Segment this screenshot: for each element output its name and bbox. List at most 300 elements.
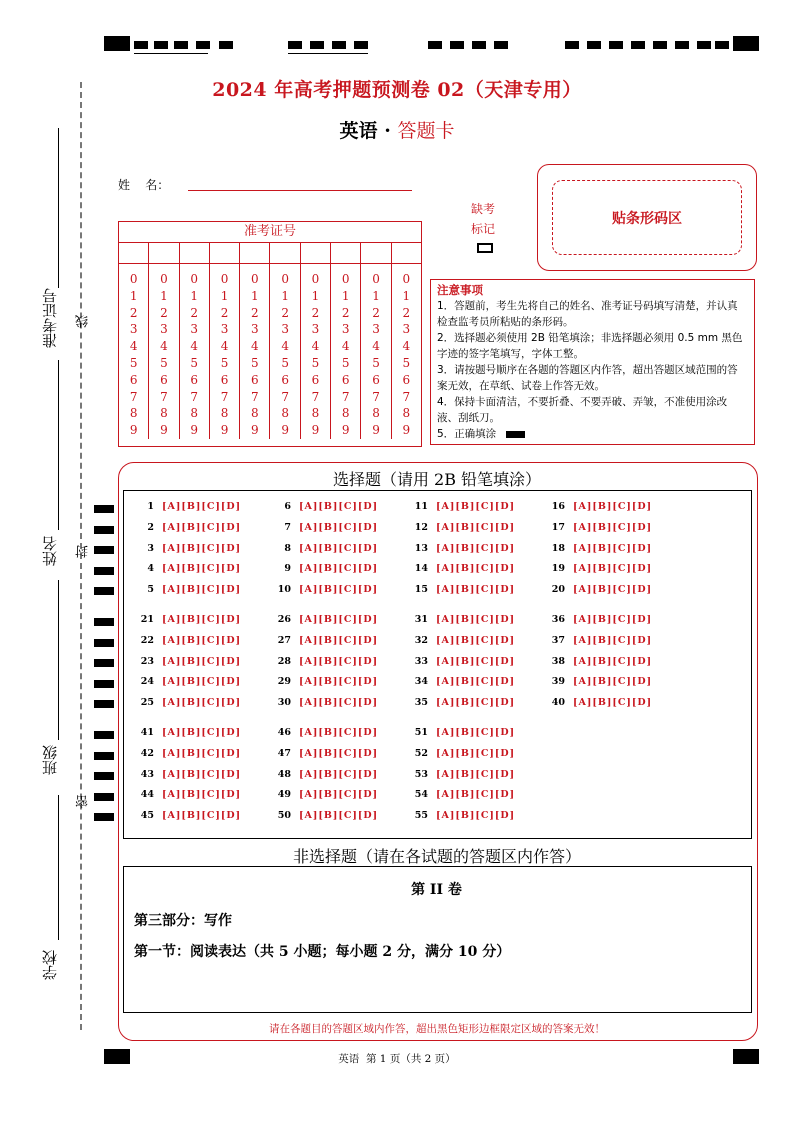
exam-number-digit[interactable]: 4 [251, 339, 259, 354]
answer-options[interactable]: [A][B][C][D] [573, 614, 653, 625]
question-number: 32 [414, 634, 428, 646]
question-number: 38 [551, 655, 565, 667]
answer-options[interactable]: [A][B][C][D] [299, 676, 379, 688]
answer-options[interactable]: [A][B][C][D] [299, 747, 379, 759]
exam-number-digit[interactable]: 2 [251, 305, 259, 320]
note-item: 1．答题前，考生先将自己的姓名、准考证号码填写清楚，并认真检查监考员所粘贴的条形码。 [437, 300, 738, 328]
question-32[interactable] [408, 635, 515, 646]
question-number: 33 [414, 655, 428, 667]
answer-options[interactable]: [A][B][C][D] [436, 789, 516, 801]
answer-options[interactable]: [A][B][C][D] [436, 614, 516, 625]
exam-number-digit[interactable]: 8 [190, 406, 199, 421]
question-number: 39 [551, 676, 565, 688]
question-46[interactable] [271, 727, 378, 738]
answer-options[interactable]: [A][B][C][D] [299, 542, 379, 554]
exam-number-digit[interactable]: 7 [372, 389, 380, 404]
note-item-fill-example [437, 426, 748, 442]
exam-number-digit[interactable]: 5 [129, 355, 138, 370]
exam-number-digit[interactable]: 9 [190, 423, 199, 438]
question-number: 10 [277, 584, 291, 596]
question-35[interactable] [408, 697, 515, 708]
exam-number-digit[interactable]: 3 [160, 322, 168, 337]
exam-number-digit[interactable]: 4 [160, 339, 168, 354]
exam-number-digit[interactable]: 9 [311, 423, 320, 438]
exam-number-digit[interactable]: 2 [190, 305, 199, 320]
question-number: 40 [551, 697, 565, 709]
exam-number-digit[interactable]: 6 [341, 372, 350, 387]
question-number: 16 [551, 501, 565, 512]
notes-title: 注意事项 [437, 283, 483, 297]
exam-number-digit[interactable]: 3 [220, 322, 229, 337]
exam-number-digit[interactable]: 7 [311, 389, 320, 404]
question-number: 35 [414, 697, 428, 709]
exam-number-digit[interactable]: 5 [402, 355, 411, 370]
answer-options[interactable]: [A][B][C][D] [573, 676, 653, 688]
exam-number-digit[interactable]: 1 [160, 288, 168, 303]
section1-reading-label: 第一节：阅读表达（共 5 小题；每小题 2 分，满分 10 分） [134, 944, 511, 960]
question-number: 45 [140, 810, 154, 822]
side-name-label: 姓名 [41, 536, 59, 566]
exam-number-digit[interactable]: 4 [341, 339, 350, 354]
school-line-side [58, 795, 59, 940]
exam-number-digits[interactable] [119, 264, 421, 439]
note-item: 4．保持卡面清洁，不要折叠、不要弄破、弄皱，不准使用涂改液、刮纸刀。 [437, 396, 728, 424]
answer-options[interactable]: [A][B][C][D] [573, 521, 653, 533]
exam-number-digit[interactable]: 4 [129, 339, 138, 354]
answer-options[interactable]: [A][B][C][D] [299, 655, 379, 667]
exam-number-column[interactable] [392, 264, 421, 439]
question-8[interactable] [271, 543, 378, 554]
exam-number-digit[interactable]: 1 [311, 288, 320, 303]
question-5[interactable] [134, 584, 241, 595]
question-51[interactable] [408, 727, 515, 738]
exam-number-digit[interactable]: 0 [311, 272, 320, 286]
question-41[interactable] [134, 727, 241, 738]
answer-options[interactable]: [A][B][C][D] [573, 655, 653, 667]
exam-number-digit[interactable]: 4 [311, 339, 320, 354]
question-number: 7 [284, 521, 291, 533]
exam-number-digit[interactable]: 8 [341, 406, 350, 421]
question-40[interactable] [545, 697, 652, 708]
question-number: 17 [551, 521, 565, 533]
exam-number-digit[interactable]: 6 [251, 372, 259, 387]
question-14[interactable] [408, 563, 515, 574]
answer-options[interactable]: [A][B][C][D] [299, 521, 379, 533]
question-42[interactable] [134, 748, 241, 759]
answer-options[interactable]: [A][B][C][D] [436, 563, 516, 575]
exam-number-digit[interactable]: 9 [220, 423, 229, 438]
note-item: 3．请按题号顺序在各题的答题区内作答，超出答题区域范围的答案无效，在草纸、试卷上作答无效。 [437, 364, 738, 392]
exam-number-digit[interactable]: 1 [402, 288, 411, 303]
exam-number-digit[interactable]: 3 [190, 322, 199, 337]
exam-number-digit[interactable]: 2 [281, 305, 289, 320]
question-47[interactable] [271, 748, 378, 759]
answer-options[interactable]: [A][B][C][D] [436, 521, 516, 533]
question-18[interactable] [545, 543, 652, 554]
exam-number-digit[interactable]: 1 [281, 288, 289, 303]
question-16[interactable] [545, 501, 652, 512]
answer-options[interactable]: [A][B][C][D] [162, 727, 242, 738]
exam-number-write-row[interactable] [119, 243, 421, 264]
exam-number-digit[interactable]: 5 [281, 355, 289, 370]
question-48[interactable] [271, 769, 378, 780]
answer-options[interactable]: [A][B][C][D] [436, 747, 516, 759]
question-number: 22 [140, 634, 154, 646]
question-45[interactable] [134, 810, 241, 821]
answer-options[interactable]: [A][B][C][D] [299, 810, 379, 822]
exam-number-digit[interactable]: 1 [372, 288, 380, 303]
question-25[interactable] [134, 697, 241, 708]
exam-number-digit[interactable]: 9 [281, 423, 289, 438]
exam-number-digit[interactable]: 0 [402, 272, 411, 286]
side-school-label: 学校 [41, 950, 59, 980]
question-33[interactable] [408, 656, 515, 667]
question-number: 25 [140, 697, 154, 709]
exam-number-digit[interactable]: 7 [402, 389, 411, 404]
answer-options[interactable]: [A][B][C][D] [299, 501, 379, 512]
subject-label: 英语 [339, 120, 378, 142]
exam-number-digit[interactable]: 2 [372, 305, 380, 320]
exam-number-digit[interactable]: 5 [220, 355, 229, 370]
answer-options[interactable]: [A][B][C][D] [436, 810, 516, 822]
exam-number-digit[interactable]: 3 [311, 322, 320, 337]
exam-number-digit[interactable]: 0 [220, 272, 229, 286]
question-38[interactable] [545, 656, 652, 667]
name-label: 姓 名： [118, 178, 170, 192]
exam-number-grid [118, 221, 422, 447]
answer-options[interactable]: [A][B][C][D] [573, 542, 653, 554]
exam-number-digit[interactable]: 5 [341, 355, 350, 370]
answer-options[interactable]: [A][B][C][D] [436, 634, 516, 646]
exam-number-digit[interactable]: 9 [372, 423, 380, 438]
exam-number-digit[interactable]: 0 [281, 272, 289, 286]
question-number: 37 [551, 634, 565, 646]
exam-number-column[interactable] [149, 264, 179, 439]
exam-number-digit[interactable]: 2 [160, 305, 168, 320]
side-class-label: 班级 [41, 745, 59, 775]
question-number: 30 [277, 697, 291, 709]
seal-secret-label: 密 [76, 795, 91, 808]
question-29[interactable] [271, 676, 378, 687]
answer-options[interactable]: [A][B][C][D] [162, 563, 242, 575]
question-50[interactable] [271, 810, 378, 821]
answer-options[interactable]: [A][B][C][D] [162, 676, 242, 688]
exam-number-digit[interactable]: 7 [281, 389, 289, 404]
question-number: 9 [284, 563, 291, 575]
exam-number-column[interactable] [301, 264, 331, 439]
question-23[interactable] [134, 656, 241, 667]
note-item-label: 5．正确填涂 [437, 428, 497, 440]
notes-box [430, 279, 755, 445]
exam-number-column[interactable] [119, 264, 149, 439]
answer-options[interactable]: [A][B][C][D] [162, 747, 242, 759]
exam-number-digit[interactable]: 1 [251, 288, 259, 303]
question-55[interactable] [408, 810, 515, 821]
question-number: 3 [147, 542, 154, 554]
answer-options[interactable]: [A][B][C][D] [436, 584, 516, 596]
exam-number-digit[interactable]: 0 [129, 272, 138, 286]
exam-number-digit[interactable]: 8 [160, 406, 168, 421]
question-10[interactable] [271, 584, 378, 595]
question-13[interactable] [408, 543, 515, 554]
question-53[interactable] [408, 769, 515, 780]
answer-options[interactable]: [A][B][C][D] [299, 727, 379, 738]
exam-number-digit[interactable]: 9 [251, 423, 259, 438]
answer-options[interactable]: [A][B][C][D] [436, 655, 516, 667]
answer-options[interactable]: [A][B][C][D] [162, 584, 242, 596]
exam-number-digit[interactable]: 4 [402, 339, 411, 354]
exam-number-column[interactable] [210, 264, 240, 439]
exam-number-digit[interactable]: 3 [281, 322, 289, 337]
exam-number-digit[interactable]: 4 [281, 339, 289, 354]
exam-number-digit[interactable]: 7 [190, 389, 199, 404]
exam-id-line [58, 128, 59, 288]
answer-options[interactable]: [A][B][C][D] [573, 563, 653, 575]
section1-title: 选择题（请用 2B 铅笔填涂） [332, 470, 542, 489]
note-item: 2．选择题必须使用 2B 铅笔填涂；非选择题必须用 0.5 mm 黑色字迹的签字笔填写，字体工整。 [437, 332, 743, 360]
absent-label [465, 199, 501, 239]
exam-number-digit[interactable]: 6 [402, 372, 411, 387]
card-subtitle [0, 116, 794, 143]
answer-options[interactable]: [A][B][C][D] [436, 676, 516, 688]
exam-number-digit[interactable]: 2 [311, 305, 320, 320]
exam-number-digit[interactable]: 6 [311, 372, 320, 387]
question-number: 36 [551, 614, 565, 625]
question-49[interactable] [271, 789, 378, 800]
answer-options[interactable]: [A][B][C][D] [162, 697, 242, 709]
exam-number-digit[interactable]: 3 [402, 322, 411, 337]
exam-number-digit[interactable]: 5 [190, 355, 199, 370]
question-number: 41 [140, 727, 154, 738]
answer-options[interactable]: [A][B][C][D] [436, 727, 516, 738]
answer-options[interactable]: [A][B][C][D] [162, 614, 242, 625]
exam-number-digit[interactable]: 9 [341, 423, 350, 438]
name-input-line[interactable] [188, 190, 412, 191]
question-9[interactable] [271, 563, 378, 574]
answer-options[interactable]: [A][B][C][D] [162, 501, 242, 512]
question-number: 6 [284, 501, 291, 512]
exam-number-digit[interactable]: 2 [220, 305, 229, 320]
question-number: 24 [140, 676, 154, 688]
exam-number-label: 准考证号 [119, 222, 421, 243]
exam-number-digit[interactable]: 1 [341, 288, 350, 303]
section2-title: 非选择题（请在各试题的答题区内作答） [292, 847, 581, 866]
exam-number-digit[interactable]: 3 [251, 322, 259, 337]
exam-number-column[interactable] [240, 264, 270, 439]
exam-number-digit[interactable]: 7 [341, 389, 350, 404]
card-label: 答题卡 [397, 120, 455, 142]
question-number: 27 [277, 634, 291, 646]
answer-options[interactable]: [A][B][C][D] [162, 810, 242, 822]
question-22[interactable] [134, 635, 241, 646]
answer-options[interactable]: [A][B][C][D] [299, 768, 379, 780]
exam-number-digit[interactable]: 1 [129, 288, 138, 303]
answer-options[interactable]: [A][B][C][D] [299, 634, 379, 646]
question-number: 43 [140, 768, 154, 780]
question-39[interactable] [545, 676, 652, 687]
question-6[interactable] [271, 501, 378, 512]
answer-options[interactable]: [A][B][C][D] [436, 697, 516, 709]
answer-options[interactable]: [A][B][C][D] [162, 521, 242, 533]
question-number: 29 [277, 676, 291, 688]
exam-number-digit[interactable]: 0 [190, 272, 199, 286]
answer-options[interactable]: [A][B][C][D] [573, 584, 653, 596]
question-number: 15 [414, 584, 428, 596]
exam-number-column[interactable] [180, 264, 210, 439]
exam-number-digit[interactable]: 4 [372, 339, 380, 354]
juan-label: 第 II 卷 [411, 882, 462, 898]
exam-title: 2024 年高考押题预测卷 02（天津专用） [212, 79, 582, 101]
exam-number-digit[interactable]: 8 [402, 406, 411, 421]
question-number: 18 [551, 542, 565, 554]
exam-number-digit[interactable]: 3 [129, 322, 138, 337]
exam-number-digit[interactable]: 8 [372, 406, 380, 421]
exam-number-digit[interactable]: 9 [402, 423, 411, 438]
exam-number-digit[interactable]: 2 [402, 305, 411, 320]
name-line-side [58, 360, 59, 530]
question-number: 47 [277, 747, 291, 759]
question-number: 31 [414, 614, 428, 625]
exam-number-digit[interactable]: 9 [129, 423, 138, 438]
exam-number-digit[interactable]: 6 [190, 372, 199, 387]
question-number: 42 [140, 747, 154, 759]
question-36[interactable] [545, 614, 652, 625]
exam-number-column[interactable] [331, 264, 361, 439]
exam-number-digit[interactable]: 5 [251, 355, 259, 370]
question-37[interactable] [545, 635, 652, 646]
exam-number-digit[interactable]: 5 [160, 355, 168, 370]
question-number: 2 [147, 521, 154, 533]
question-1[interactable] [134, 501, 241, 512]
exam-number-digit[interactable]: 3 [372, 322, 380, 337]
exam-number-digit[interactable]: 5 [372, 355, 380, 370]
question-3[interactable] [134, 543, 241, 554]
exam-number-digit[interactable]: 6 [160, 372, 168, 387]
question-12[interactable] [408, 522, 515, 533]
answer-options[interactable]: [A][B][C][D] [299, 584, 379, 596]
exam-number-digit[interactable]: 1 [190, 288, 199, 303]
exam-number-digit[interactable]: 7 [251, 389, 259, 404]
question-number: 14 [414, 563, 428, 575]
exam-number-digit[interactable]: 6 [220, 372, 229, 387]
exam-number-digit[interactable]: 8 [129, 406, 138, 421]
question-31[interactable] [408, 614, 515, 625]
question-21[interactable] [134, 614, 241, 625]
question-17[interactable] [545, 522, 652, 533]
question-number: 28 [277, 655, 291, 667]
exam-number-digit[interactable]: 8 [311, 406, 320, 421]
question-34[interactable] [408, 676, 515, 687]
answer-options[interactable]: [A][B][C][D] [162, 634, 242, 646]
question-26[interactable] [271, 614, 378, 625]
exam-number-digit[interactable]: 7 [129, 389, 138, 404]
answer-options[interactable]: [A][B][C][D] [436, 501, 516, 512]
exam-number-digit[interactable]: 7 [220, 389, 229, 404]
question-number: 49 [277, 789, 291, 801]
exam-number-digit[interactable]: 3 [341, 322, 350, 337]
exam-number-digit[interactable]: 6 [372, 372, 380, 387]
exam-number-digit[interactable]: 5 [311, 355, 320, 370]
answer-area-warning: 请在各题目的答题区域内作答，超出黑色矩形边框限定区域的答案无效！ [269, 1023, 605, 1035]
question-11[interactable] [408, 501, 515, 512]
exam-number-digit[interactable]: 2 [129, 305, 138, 320]
exam-number-digit[interactable]: 4 [220, 339, 229, 354]
answer-options[interactable]: [A][B][C][D] [162, 655, 242, 667]
answer-options[interactable]: [A][B][C][D] [162, 789, 242, 801]
exam-number-digit[interactable]: 9 [160, 423, 168, 438]
answer-options[interactable]: [A][B][C][D] [299, 563, 379, 575]
absent-checkbox[interactable] [477, 243, 493, 253]
side-exam-id-label: 准考证号 [41, 288, 59, 348]
question-number: 26 [277, 614, 291, 625]
exam-number-digit[interactable]: 0 [160, 272, 168, 286]
question-54[interactable] [408, 789, 515, 800]
answer-options[interactable]: [A][B][C][D] [436, 768, 516, 780]
seal-seal-label: 封 [76, 545, 91, 558]
answer-options[interactable]: [A][B][C][D] [299, 697, 379, 709]
question-number: 23 [140, 655, 154, 667]
answer-options[interactable]: [A][B][C][D] [573, 697, 653, 709]
question-19[interactable] [545, 563, 652, 574]
question-number: 48 [277, 768, 291, 780]
question-44[interactable] [134, 789, 241, 800]
question-4[interactable] [134, 563, 241, 574]
question-52[interactable] [408, 748, 515, 759]
question-15[interactable] [408, 584, 515, 595]
exam-number-digit[interactable]: 1 [220, 288, 229, 303]
absent-label-line1: 缺考 [470, 202, 495, 216]
question-number: 53 [414, 768, 428, 780]
question-20[interactable] [545, 584, 652, 595]
answer-options[interactable]: [A][B][C][D] [299, 614, 379, 625]
question-number: 8 [284, 542, 291, 554]
answer-options[interactable]: [A][B][C][D] [162, 542, 242, 554]
question-number: 46 [277, 727, 291, 738]
answer-options[interactable]: [A][B][C][D] [299, 789, 379, 801]
exam-number-digit[interactable]: 8 [220, 406, 229, 421]
exam-number-digit[interactable]: 8 [281, 406, 289, 421]
answer-options[interactable]: [A][B][C][D] [573, 634, 653, 646]
exam-number-digit[interactable]: 7 [160, 389, 168, 404]
exam-number-digit[interactable]: 0 [251, 272, 259, 286]
question-24[interactable] [134, 676, 241, 687]
question-number: 55 [414, 810, 428, 822]
answer-options[interactable]: [A][B][C][D] [436, 542, 516, 554]
question-2[interactable] [134, 522, 241, 533]
question-number: 12 [414, 521, 428, 533]
question-27[interactable] [271, 635, 378, 646]
question-43[interactable] [134, 769, 241, 780]
question-30[interactable] [271, 697, 378, 708]
exam-number-digit[interactable]: 8 [251, 406, 259, 421]
exam-number-digit[interactable]: 6 [129, 372, 138, 387]
answer-options[interactable]: [A][B][C][D] [573, 501, 653, 512]
exam-number-digit[interactable]: 0 [372, 272, 380, 286]
exam-number-column[interactable] [270, 264, 300, 439]
exam-number-digit[interactable]: 4 [190, 339, 199, 354]
question-number: 11 [414, 501, 428, 512]
question-7[interactable] [271, 522, 378, 533]
question-28[interactable] [271, 656, 378, 667]
answer-options[interactable]: [A][B][C][D] [162, 768, 242, 780]
title-separator: · [384, 120, 391, 142]
exam-number-digit[interactable]: 6 [281, 372, 289, 387]
exam-number-digit[interactable]: 2 [341, 305, 350, 320]
seal-line-label: 线 [76, 315, 91, 328]
exam-number-digit[interactable]: 0 [341, 272, 350, 286]
exam-number-column[interactable] [361, 264, 391, 439]
barcode-area [552, 180, 742, 255]
